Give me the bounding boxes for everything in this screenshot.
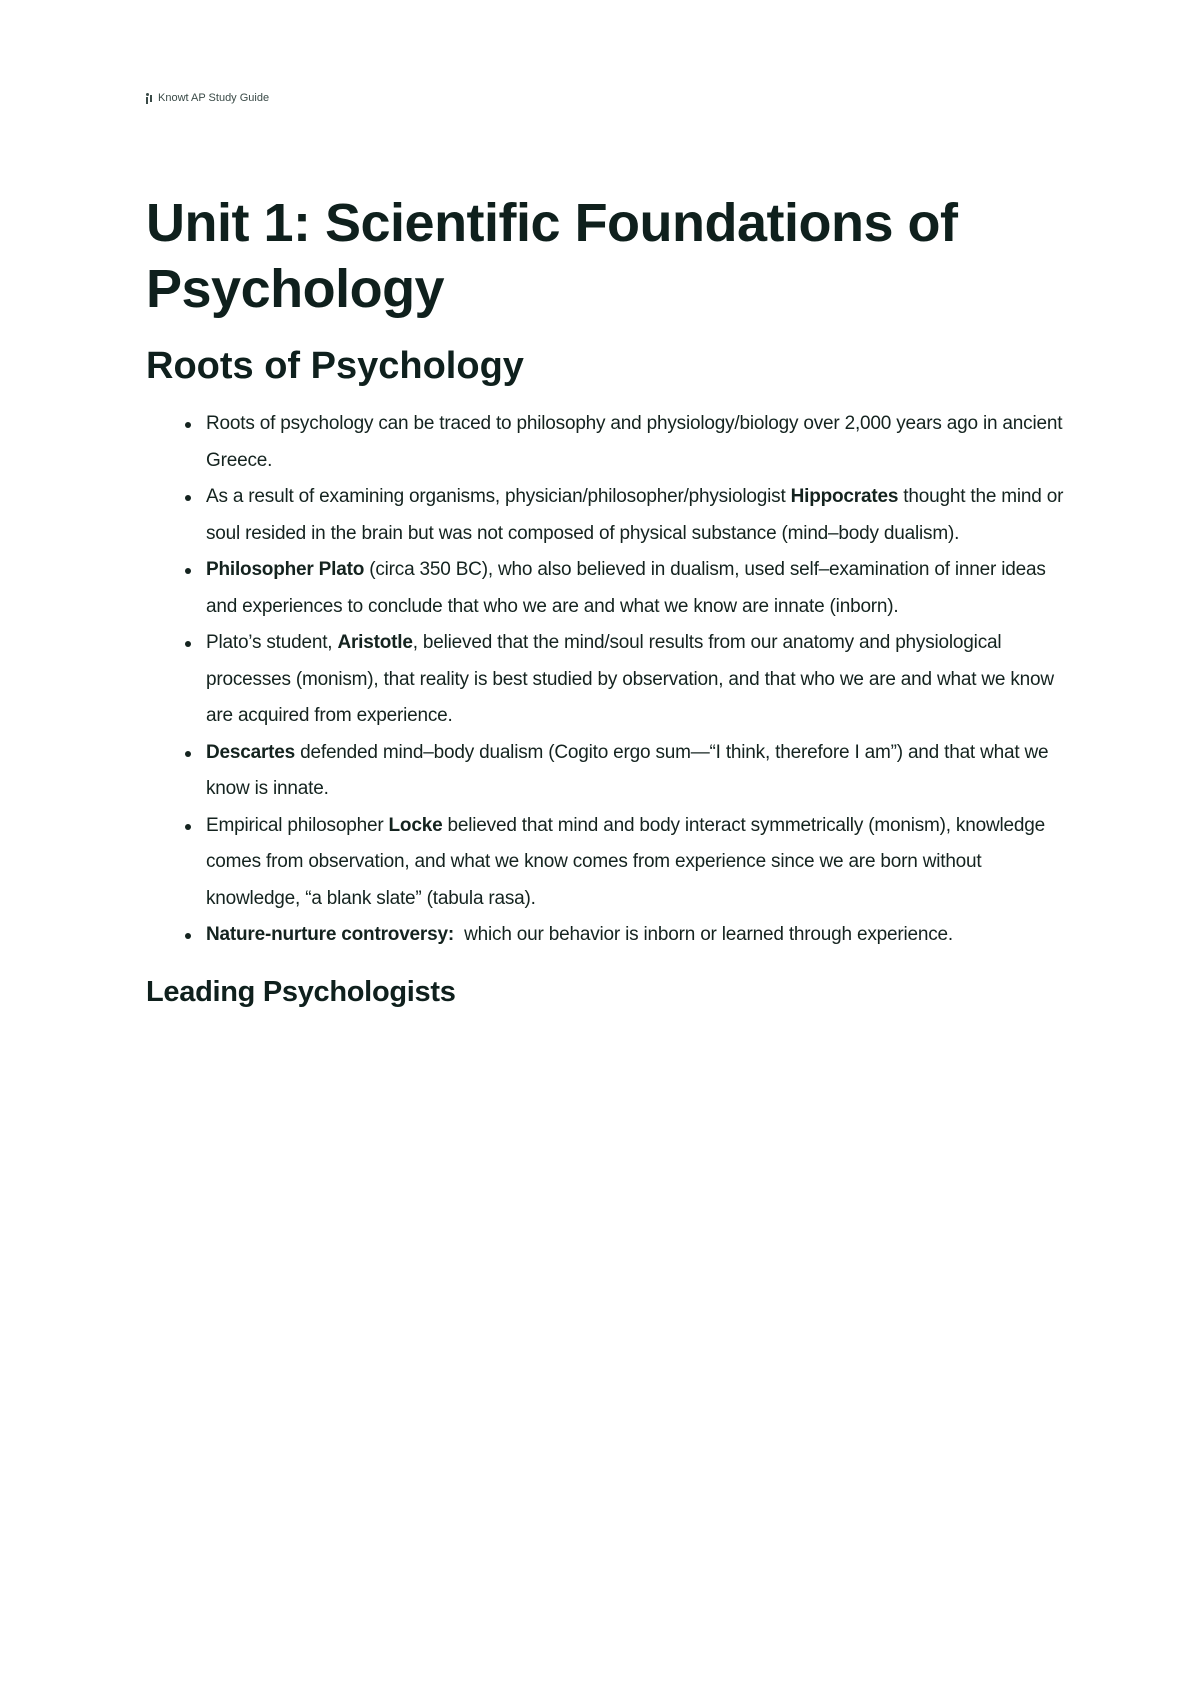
brand-label: Knowt AP Study Guide [158,92,270,104]
list-item: Empirical philosopher Locke believed that mind and body interact symmetrically (monism), knowledge comes from observation, and what we know comes from experience since we are born without knowledge, “a blank slate” (tabula rasa). [206,808,1076,918]
list-item: Plato’s student, Aristotle, believed that the mind/soul results from our anatomy and physiological processes (monism), that reality is best studied by observation, and that who we are and what we know are acquired from experience. [206,625,1076,735]
list-item: Philosopher Plato (circa 350 BC), who also believed in dualism, used self–examination of inner ideas and experiences to conclude that who we are and what we know are innate (inborn). [206,552,1076,625]
section-title: Roots of Psychology [146,345,524,387]
list-item: Descartes defended mind–body dualism (Cogito ergo sum—“I think, therefore I am”) and that what we know is innate. [206,735,1076,808]
main-content [146,190,1076,1012]
knowt-logo-icon [146,93,154,104]
bold-term: Locke [388,814,443,836]
list-item: Nature-nurture controversy: which our behavior is inborn or learned through experience. [206,917,1076,954]
list-item: Roots of psychology can be traced to philosophy and physiology/biology over 2,000 years ago in ancient Greece. [206,406,1076,479]
list-item: As a result of examining organisms, physician/philosopher/physiologist Hippocrates thought the mind or soul resided in the brain but was not composed of physical substance (mind–body dualism). [206,479,1076,552]
unit-title: Unit 1: Scientific Foundations of Psychology [146,193,958,319]
subsection-title: Leading Psychologists [146,975,456,1008]
page-header [146,92,269,104]
bullet-list [146,406,1076,954]
bold-term: Aristotle [337,632,413,653]
bold-term: Descartes [206,741,296,763]
bold-term: Philosopher Plato [206,559,365,580]
bold-term: Nature-nurture controversy: [206,924,454,945]
bold-term: Hippocrates [790,486,899,507]
